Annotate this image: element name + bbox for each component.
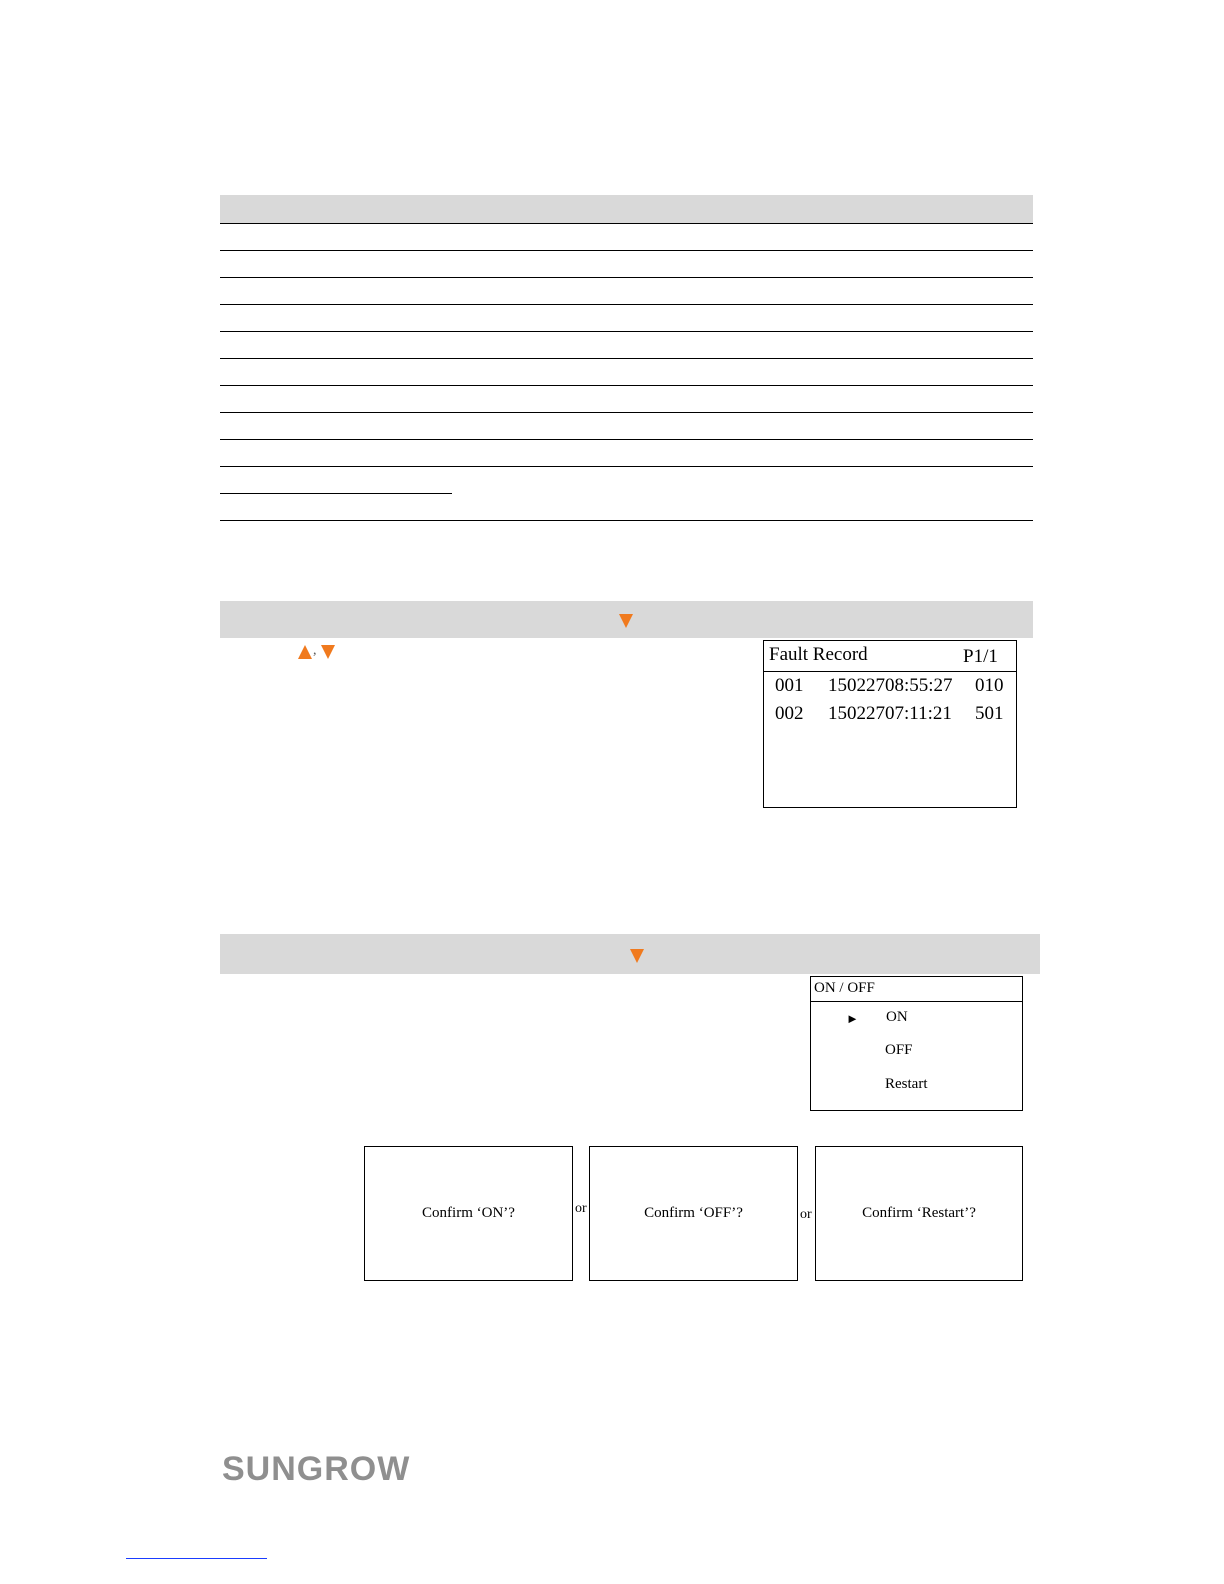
arrow-separator: , xyxy=(313,643,317,658)
fault-record-page: P1/1 xyxy=(963,646,998,667)
table-row-divider xyxy=(220,358,1033,359)
section-bar-onoff xyxy=(220,934,1040,974)
onoff-option-off[interactable]: OFF xyxy=(885,1042,913,1058)
table-row-divider xyxy=(220,304,1033,305)
table-header xyxy=(220,195,1033,224)
fault-code: 501 xyxy=(975,703,1004,724)
down-arrow-icon xyxy=(630,949,644,963)
onoff-title-row xyxy=(811,977,1022,1002)
table-row-divider xyxy=(220,439,1033,440)
fault-datetime: 15022707:11:21 xyxy=(828,703,952,724)
table-row-divider xyxy=(220,385,1033,386)
down-arrow-icon xyxy=(619,614,633,628)
footer-link-underline xyxy=(126,1558,267,1559)
fault-no: 002 xyxy=(775,703,804,724)
confirm-on-text: Confirm ‘ON’? xyxy=(422,1205,515,1221)
onoff-option-restart[interactable]: Restart xyxy=(885,1076,928,1092)
onoff-screen xyxy=(810,976,1023,1111)
confirm-restart-text: Confirm ‘Restart’? xyxy=(862,1205,976,1221)
table-row-divider xyxy=(220,493,452,494)
selection-cursor-icon: ► xyxy=(846,1011,859,1026)
fault-record-screen xyxy=(763,640,1017,808)
fault-code: 010 xyxy=(975,675,1004,696)
table-row-divider xyxy=(220,331,1033,332)
fault-datetime: 15022708:55:27 xyxy=(828,675,953,696)
table-row-divider xyxy=(220,466,1033,467)
confirm-off-dialog[interactable] xyxy=(589,1146,798,1281)
onoff-title: ON / OFF xyxy=(814,980,875,996)
up-arrow-icon xyxy=(298,645,312,659)
onoff-option-on[interactable]: ON xyxy=(886,1009,908,1025)
fault-no: 001 xyxy=(775,675,804,696)
table-row-divider xyxy=(220,250,1033,251)
confirm-restart-dialog[interactable] xyxy=(815,1146,1023,1281)
sungrow-logo: SUNGROW xyxy=(222,1450,411,1488)
confirm-off-text: Confirm ‘OFF’? xyxy=(644,1205,743,1221)
section-bar-fault-record xyxy=(220,601,1033,638)
table-row-divider xyxy=(220,277,1033,278)
fault-record-title: Fault Record xyxy=(769,644,868,665)
or-connector: or xyxy=(800,1207,812,1222)
fault-record-title-row xyxy=(764,641,1016,672)
confirm-on-dialog[interactable] xyxy=(364,1146,573,1281)
table-bottom-rule xyxy=(220,520,1033,521)
table-row-divider xyxy=(220,412,1033,413)
or-connector: or xyxy=(575,1201,587,1216)
down-arrow-icon xyxy=(321,645,335,659)
